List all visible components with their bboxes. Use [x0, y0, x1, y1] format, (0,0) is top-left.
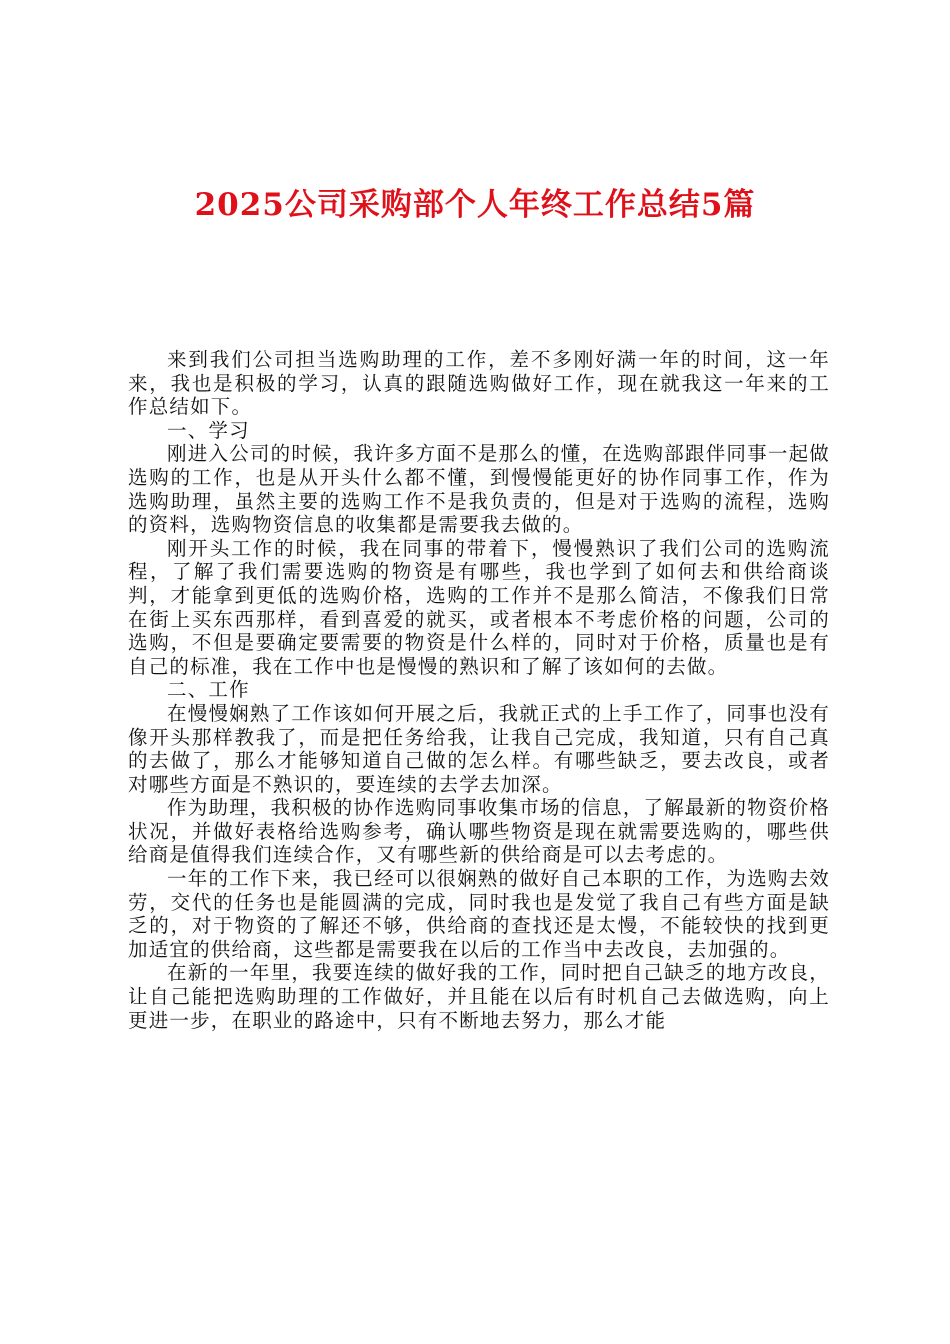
paragraph-work-1: 在慢慢娴熟了工作该如何开展之后，我就正式的上手工作了，同事也没有像开头那样教我了，而是把任务给我，让我自己完成，我知道，只有自己真的去做了，那么才能够知道自己做的怎么样。有哪些缺乏，要去改良，或者对哪些方面是不熟识的，要连续的去学去加深。 — [128, 701, 830, 796]
document-body — [128, 348, 830, 1032]
paragraph-study-2: 刚开头工作的时候，我在同事的带着下，慢慢熟识了我们公司的选购流程，了解了我们需要选购的物资是有哪些，我也学到了如何去和供给商谈判，才能拿到更低的选购价格，选购的工作并不是那么简洁，不像我们日常在街上买东西那样，看到喜爱的就买，或者根本不考虑价格的问题，公司的选购，不但是要确定要需要的物资是什么样的，同时对于价格，质量也是有自己的标准，我在工作中也是慢慢的熟识和了解了该如何的去做。 — [128, 536, 830, 678]
section-heading-work: 二、工作 — [167, 678, 250, 702]
document-title: 2025公司采购部个人年终工作总结5篇 — [194, 187, 756, 223]
paragraph-new-year: 在新的一年里，我要连续的做好我的工作，同时把自己缺乏的地方改良，让自己能把选购助理的工作做好，并且能在以后有时机自己去做选购，向上更进一步，在职业的路途中，只有不断地去努力，那么才能 — [128, 961, 830, 1032]
paragraph-study-1: 刚进入公司的时候，我许多方面不是那么的懂，在选购部跟伴同事一起做选购的工作，也是从开头什么都不懂，到慢慢能更好的协作同事工作，作为选购助理，虽然主要的选购工作不是我负责的，但是对于选购的流程，选购的资料，选购物资信息的收集都是需要我去做的。 — [128, 442, 830, 537]
paragraph-work-2: 作为助理，我积极的协作选购同事收集市场的信息，了解最新的物资价格状况，并做好表格给选购参考，确认哪些物资是现在就需要选购的，哪些供给商是值得我们连续合作，又有哪些新的供给商是可以去考虑的。 — [128, 796, 830, 867]
section-heading-study: 一、学习 — [167, 418, 250, 442]
paragraph-intro: 来到我们公司担当选购助理的工作，差不多刚好满一年的时间，这一年来，我也是积极的学习，认真的跟随选购做好工作，现在就我这一年来的工作总结如下。 — [128, 348, 830, 419]
paragraph-work-3: 一年的工作下来，我已经可以很娴熟的做好自己本职的工作，为选购去效劳，交代的任务也是能圆满的完成，同时我也是发觉了我自己有些方面是缺乏的，对于物资的了解还不够，供给商的查找还是太慢，不能较快的找到更加适宜的供给商，这些都是需要我在以后的工作当中去改良，去加强的。 — [128, 867, 830, 961]
